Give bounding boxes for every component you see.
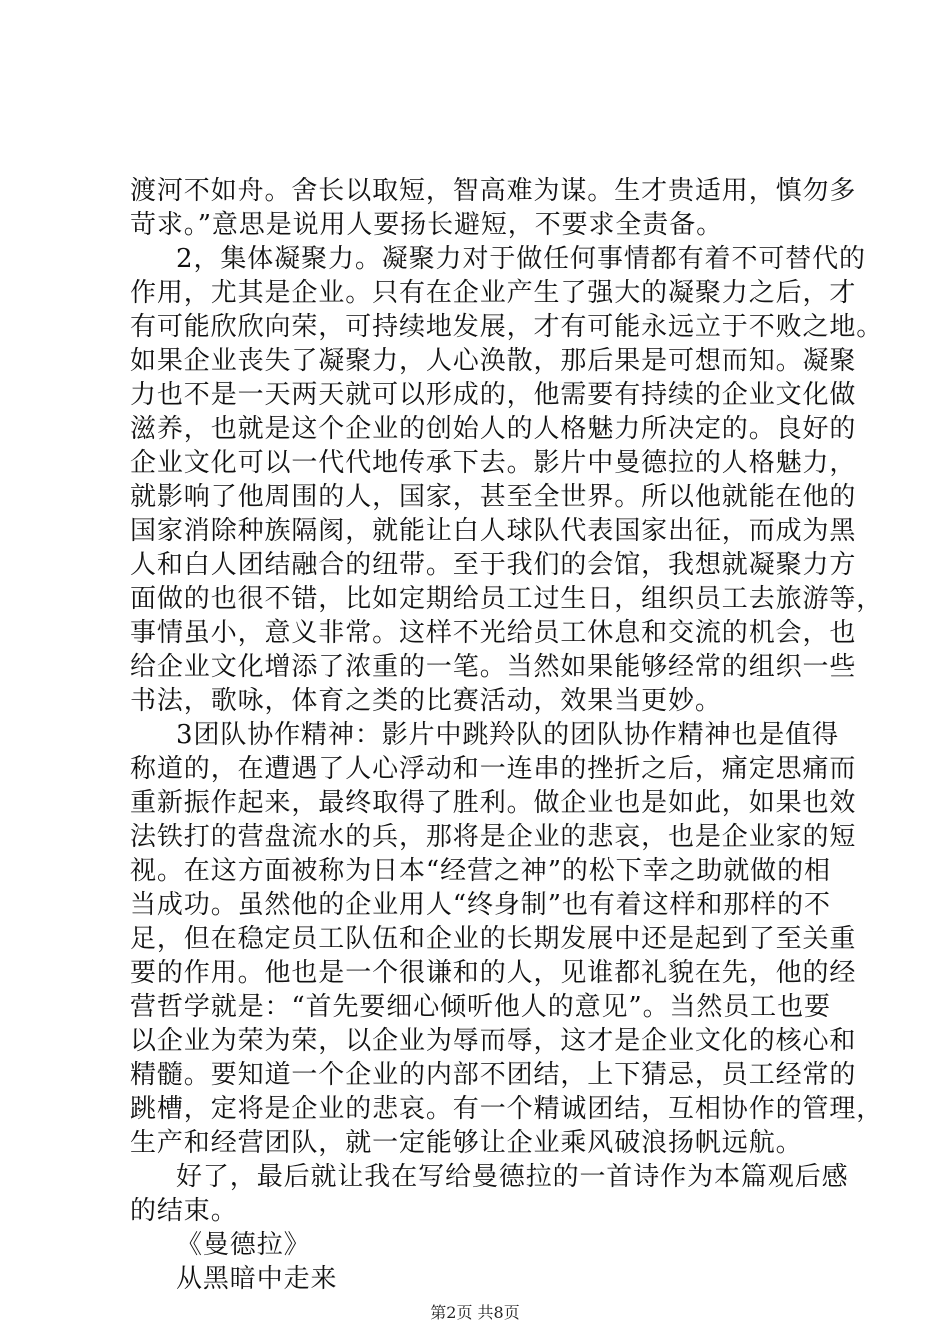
body-text-line: 称道的，在遭遇了人心浮动和一连串的挫折之后，痛定思痛而	[130, 754, 857, 784]
body-text-line: 当成功。虽然他的企业用人“终身制”也有着这样和那样的不	[130, 890, 831, 920]
poem-line: 从黑暗中走来	[176, 1264, 338, 1294]
body-text-line: 力也不是一天两天就可以形成的，他需要有持续的企业文化做	[130, 380, 857, 410]
body-text-line: 给企业文化增添了浓重的一笔。当然如果能够经常的组织一些	[130, 652, 857, 682]
body-text-line: 足，但在稳定员工队伍和企业的长期发展中还是起到了至关重	[130, 924, 857, 954]
body-text-line: 国家消除种族隔阂，就能让白人球队代表国家出征，而成为黑	[130, 516, 857, 546]
body-text-line: 渡河不如舟。舍长以取短，智高难为谋。生才贵适用，慎勿多	[130, 176, 857, 206]
body-text-line: 重新振作起来，最终取得了胜利。做企业也是如此，如果也效	[130, 788, 857, 818]
body-text-line: 面做的也很不错，比如定期给员工过生日，组织员工去旅游等，	[130, 584, 884, 614]
body-text-line: 要的作用。他也是一个很谦和的人，见谁都礼貌在先，他的经	[130, 958, 857, 988]
body-text-line: 书法，歌咏，体育之类的比赛活动，效果当更妙。	[130, 686, 722, 716]
paragraph-start-line: 好了，最后就让我在写给曼德拉的一首诗作为本篇观后感	[176, 1162, 849, 1192]
body-text-line: 法铁打的营盘流水的兵，那将是企业的悲哀，也是企业家的短	[130, 822, 857, 852]
body-text-line: 就影响了他周围的人，国家，甚至全世界。所以他就能在他的	[130, 482, 857, 512]
body-text-line: 跳槽，定将是企业的悲哀。有一个精诚团结，互相协作的管理，	[130, 1094, 884, 1124]
page-number-footer: 第2页 共8页	[430, 1303, 520, 1322]
body-text-line: 企业文化可以一代代地传承下去。影片中曼德拉的人格魅力，	[130, 448, 857, 478]
body-text-line: 滋养，也就是这个企业的创始人的人格魅力所决定的。良好的	[130, 414, 857, 444]
body-text-line: 精髓。要知道一个企业的内部不团结，上下猜忌，员工经常的	[130, 1060, 857, 1090]
paragraph-start-line: 3团队协作精神：影片中跳羚队的团队协作精神也是值得	[176, 720, 840, 750]
body-text-line: 苛求。”意思是说用人要扬长避短，不要求全责备。	[130, 210, 723, 240]
body-text-line: 作用，尤其是企业。只有在企业产生了强大的凝聚力之后，才	[130, 278, 857, 308]
body-text-line: 事情虽小，意义非常。这样不光给员工休息和交流的机会，也	[130, 618, 857, 648]
body-text-line: 人和白人团结融合的纽带。至于我们的会馆，我想就凝聚力方	[130, 550, 857, 580]
poem-title: 《曼德拉》	[176, 1230, 311, 1260]
body-text-line: 视。在这方面被称为日本“经营之神”的松下幸之助就做的相	[130, 856, 831, 886]
body-text-line: 以企业为荣为荣，以企业为辱而辱，这才是企业文化的核心和	[130, 1026, 857, 1056]
body-text-line: 如果企业丧失了凝聚力，人心涣散，那后果是可想而知。凝聚	[130, 346, 857, 376]
body-text-line: 营哲学就是：“首先要细心倾听他人的意见”。当然员工也要	[130, 992, 831, 1022]
paragraph-start-line: 2，集体凝聚力。凝聚力对于做任何事情都有着不可替代的	[176, 244, 866, 274]
body-text-line: 的结束。	[130, 1196, 238, 1226]
body-text-line: 生产和经营团队，就一定能够让企业乘风破浪扬帆远航。	[130, 1128, 803, 1158]
body-text-line: 有可能欣欣向荣，可持续地发展，才有可能永远立于不败之地。	[130, 312, 884, 342]
